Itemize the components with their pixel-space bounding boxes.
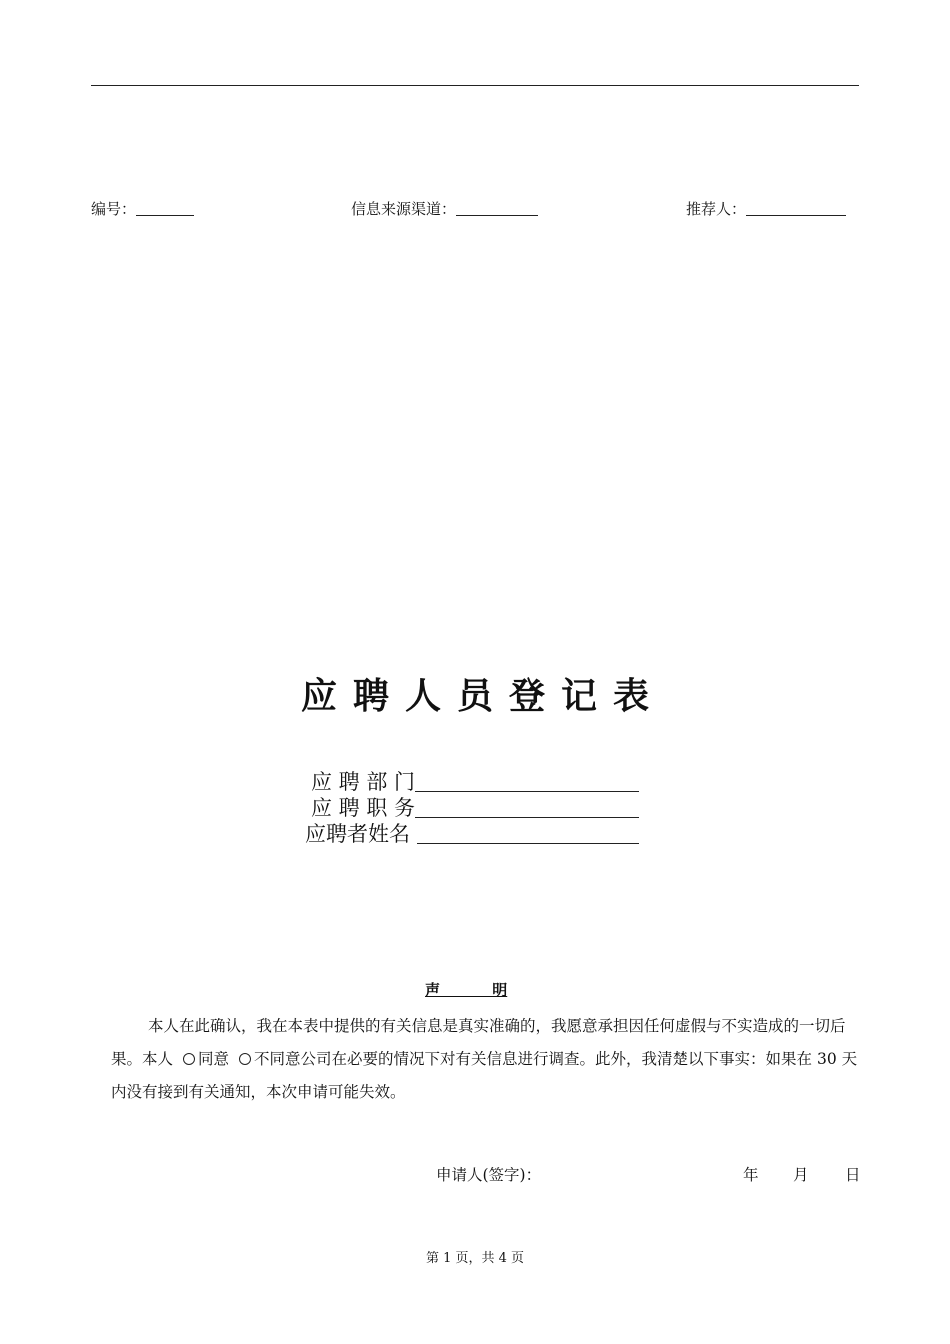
declaration-text-part2: 公司在必要的情况下对有关信息进行调查。此外，我清楚以下事实：如果在 30 天内没有接到有关通知，本次申请可能失效。 — [111, 1050, 858, 1101]
number-blank[interactable] — [136, 201, 194, 216]
name-field — [305, 818, 639, 848]
declaration-text-part1: 本人在此确认，我在本表中提供的有关信息是真实准确的，我愿意承担因任何虚假与不实造成的一切后果。本人 — [111, 1017, 846, 1068]
department-label: 应 聘 部 门 — [311, 770, 416, 794]
agree-radio[interactable] — [183, 1053, 195, 1065]
year-label: 年 — [743, 1166, 759, 1184]
referrer-label: 推荐人： — [686, 200, 747, 218]
month-label: 月 — [793, 1166, 809, 1184]
name-label: 应聘者姓名 — [305, 822, 410, 846]
form-title: 应聘人员登记表 — [300, 675, 665, 717]
number-field — [91, 198, 194, 219]
header-rule — [91, 85, 859, 86]
position-blank[interactable] — [415, 797, 639, 818]
source-label: 信息来源渠道： — [351, 200, 457, 218]
name-blank[interactable] — [417, 823, 639, 844]
referrer-blank[interactable] — [746, 201, 846, 216]
applicant-signature-label: 申请人(签字)： — [436, 1166, 542, 1184]
declaration-heading: 声 明 — [425, 981, 508, 999]
number-label: 编号： — [91, 200, 137, 218]
position-label: 应 聘 职 务 — [311, 796, 416, 820]
day-label: 日 — [845, 1166, 861, 1184]
disagree-radio[interactable] — [239, 1053, 251, 1065]
agree-label: 同意 — [198, 1050, 230, 1068]
source-blank[interactable] — [456, 201, 538, 216]
department-blank[interactable] — [415, 771, 639, 792]
page-number: 第 1 页，共 4 页 — [425, 1251, 525, 1266]
referrer-field — [686, 198, 846, 219]
source-field — [351, 198, 538, 219]
disagree-label: 不同意 — [254, 1050, 301, 1068]
declaration-text — [111, 1010, 859, 1109]
